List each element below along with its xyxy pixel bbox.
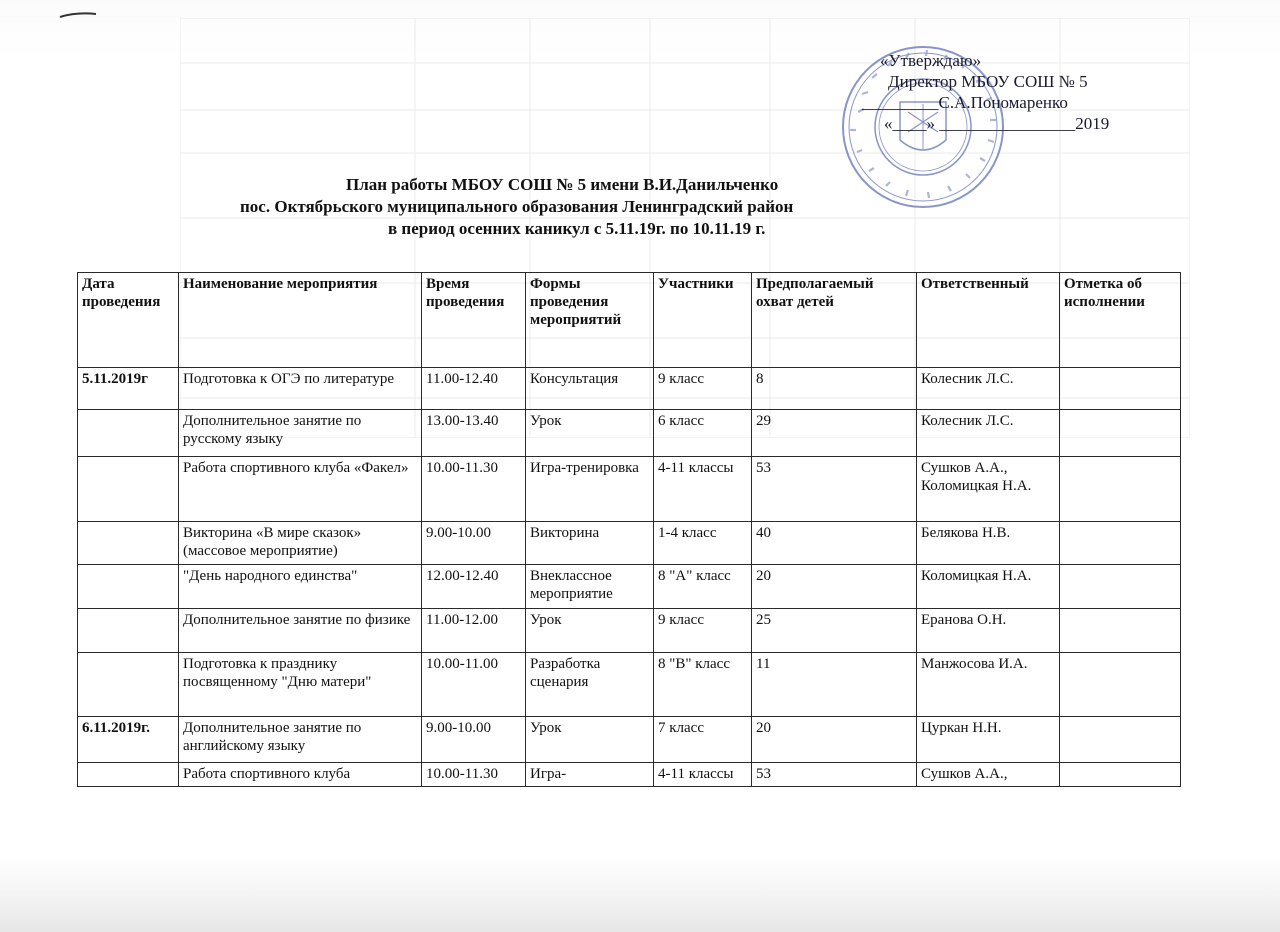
form-cell: Урок bbox=[526, 410, 654, 457]
completion-mark-cell bbox=[1060, 763, 1181, 787]
events-table bbox=[77, 272, 1181, 787]
header-coverage: Предполагаемый охват детей bbox=[752, 273, 917, 368]
event-name-cell: "День народного единства" bbox=[179, 565, 422, 609]
date-cell bbox=[78, 565, 179, 609]
time-cell: 10.00-11.30 bbox=[422, 457, 526, 522]
responsible-cell: Сушков А.А., Коломицкая Н.А. bbox=[917, 457, 1060, 522]
approval-position: Директор МБОУ СОШ № 5 bbox=[888, 72, 1088, 91]
event-name-cell: Дополнительное занятие по русскому языку bbox=[179, 410, 422, 457]
table-row bbox=[78, 717, 1181, 763]
time-cell: 10.00-11.30 bbox=[422, 763, 526, 787]
responsible-cell: Цуркан Н.Н. bbox=[917, 717, 1060, 763]
table-row bbox=[78, 457, 1181, 522]
responsible-cell: Коломицкая Н.А. bbox=[917, 565, 1060, 609]
participants-cell: 7 класс bbox=[654, 717, 752, 763]
header-participants: Участники bbox=[654, 273, 752, 368]
participants-cell: 8 "В" класс bbox=[654, 653, 752, 717]
participants-cell: 4-11 классы bbox=[654, 763, 752, 787]
approval-date-line: «____» ________________2019 bbox=[884, 114, 1110, 133]
event-name-cell: Работа спортивного клуба bbox=[179, 763, 422, 787]
approval-block bbox=[848, 50, 1138, 160]
event-name-cell: Викторина «В мире сказок» (массовое мероприятие) bbox=[179, 522, 422, 565]
approval-signature-line: _________С.А.Пономаренко bbox=[862, 93, 1068, 112]
coverage-cell: 40 bbox=[752, 522, 917, 565]
table-row bbox=[78, 522, 1181, 565]
time-cell: 11.00-12.00 bbox=[422, 609, 526, 653]
table-row bbox=[78, 565, 1181, 609]
table-row bbox=[78, 763, 1181, 787]
form-cell: Игра- bbox=[526, 763, 654, 787]
completion-mark-cell bbox=[1060, 457, 1181, 522]
date-cell: 6.11.2019г. bbox=[78, 717, 179, 763]
event-name-cell: Дополнительное занятие по физике bbox=[179, 609, 422, 653]
table-row bbox=[78, 609, 1181, 653]
coverage-cell: 11 bbox=[752, 653, 917, 717]
completion-mark-cell bbox=[1060, 522, 1181, 565]
form-cell: Внеклассное мероприятие bbox=[526, 565, 654, 609]
participants-cell: 1-4 класс bbox=[654, 522, 752, 565]
time-cell: 11.00-12.40 bbox=[422, 368, 526, 410]
coverage-cell: 25 bbox=[752, 609, 917, 653]
time-cell: 10.00-11.00 bbox=[422, 653, 526, 717]
date-cell bbox=[78, 653, 179, 717]
completion-mark-cell bbox=[1060, 368, 1181, 410]
date-cell bbox=[78, 522, 179, 565]
event-name-cell: Подготовка к ОГЭ по литературе bbox=[179, 368, 422, 410]
coverage-cell: 20 bbox=[752, 565, 917, 609]
participants-cell: 8 "А" класс bbox=[654, 565, 752, 609]
table-row bbox=[78, 368, 1181, 410]
time-cell: 12.00-12.40 bbox=[422, 565, 526, 609]
form-cell: Консультация bbox=[526, 368, 654, 410]
completion-mark-cell bbox=[1060, 653, 1181, 717]
coverage-cell: 20 bbox=[752, 717, 917, 763]
table-row bbox=[78, 653, 1181, 717]
date-cell bbox=[78, 457, 179, 522]
responsible-cell: Манжосова И.А. bbox=[917, 653, 1060, 717]
responsible-cell: Белякова Н.В. bbox=[917, 522, 1060, 565]
title-line-3: в период осенних каникул с 5.11.19г. по 10.11.19 г. bbox=[388, 219, 766, 238]
title-line-2: пос. Октябрьского муниципального образования Ленинградский район bbox=[240, 197, 794, 216]
header-event-name: Наименование мероприятия bbox=[179, 273, 422, 368]
form-cell: Разработка сценария bbox=[526, 653, 654, 717]
participants-cell: 4-11 классы bbox=[654, 457, 752, 522]
coverage-cell: 29 bbox=[752, 410, 917, 457]
responsible-cell: Колесник Л.С. bbox=[917, 410, 1060, 457]
title-line-1: План работы МБОУ СОШ № 5 имени В.И.Данильченко bbox=[346, 175, 779, 194]
header-row bbox=[78, 273, 1181, 368]
event-name-cell: Подготовка к празднику посвященному "Дню матери" bbox=[179, 653, 422, 717]
header-form: Формы проведения мероприятий bbox=[526, 273, 654, 368]
form-cell: Урок bbox=[526, 609, 654, 653]
header-time: Время проведения bbox=[422, 273, 526, 368]
date-cell bbox=[78, 763, 179, 787]
approval-heading: «Утверждаю» bbox=[880, 51, 982, 70]
date-cell: 5.11.2019г bbox=[78, 368, 179, 410]
time-cell: 9.00-10.00 bbox=[422, 522, 526, 565]
participants-cell: 9 класс bbox=[654, 368, 752, 410]
form-cell: Урок bbox=[526, 717, 654, 763]
participants-cell: 9 класс bbox=[654, 609, 752, 653]
table-row bbox=[78, 410, 1181, 457]
participants-cell: 6 класс bbox=[654, 410, 752, 457]
event-name-cell: Работа спортивного клуба «Факел» bbox=[179, 457, 422, 522]
time-cell: 9.00-10.00 bbox=[422, 717, 526, 763]
header-date: Дата проведения bbox=[78, 273, 179, 368]
responsible-cell: Сушков А.А., bbox=[917, 763, 1060, 787]
responsible-cell: Колесник Л.С. bbox=[917, 368, 1060, 410]
coverage-cell: 8 bbox=[752, 368, 917, 410]
pen-mark bbox=[58, 10, 98, 20]
completion-mark-cell bbox=[1060, 410, 1181, 457]
coverage-cell: 53 bbox=[752, 457, 917, 522]
date-cell bbox=[78, 410, 179, 457]
completion-mark-cell bbox=[1060, 717, 1181, 763]
completion-mark-cell bbox=[1060, 565, 1181, 609]
form-cell: Викторина bbox=[526, 522, 654, 565]
date-cell bbox=[78, 609, 179, 653]
header-completion-mark: Отметка об исполнении bbox=[1060, 273, 1181, 368]
form-cell: Игра-тренировка bbox=[526, 457, 654, 522]
time-cell: 13.00-13.40 bbox=[422, 410, 526, 457]
responsible-cell: Еранова О.Н. bbox=[917, 609, 1060, 653]
coverage-cell: 53 bbox=[752, 763, 917, 787]
event-name-cell: Дополнительное занятие по английскому языку bbox=[179, 717, 422, 763]
header-responsible: Ответственный bbox=[917, 273, 1060, 368]
completion-mark-cell bbox=[1060, 609, 1181, 653]
